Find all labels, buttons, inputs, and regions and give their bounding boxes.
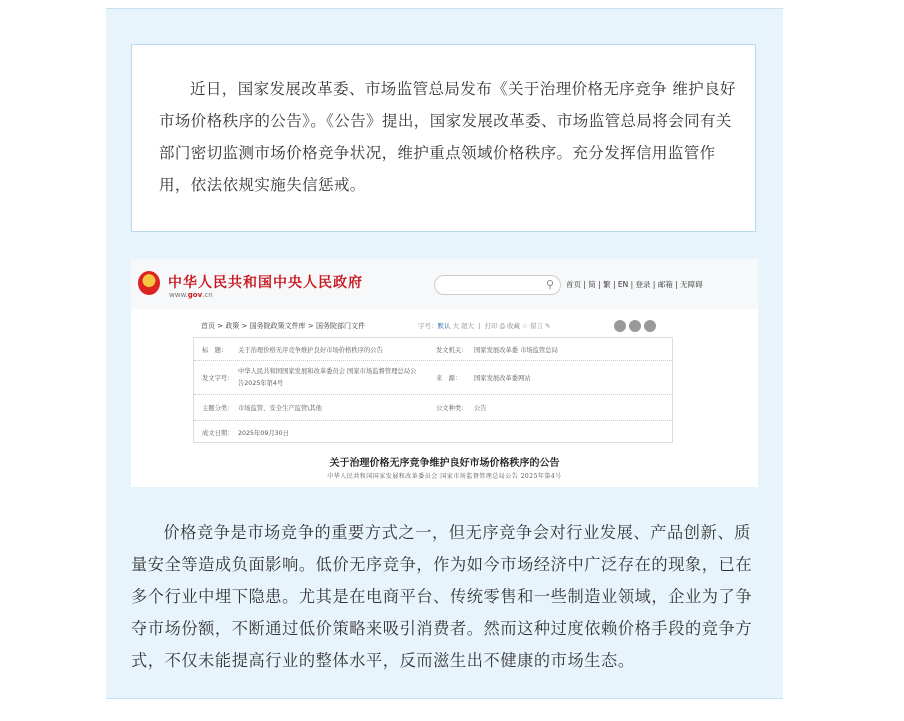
- gov-site-url: www.gov.cn: [169, 291, 213, 299]
- info-row: 标 题： 关于治理价格无序竞争维护良好市场价格秩序的公告 发文机关： 国家发展改革委 市场监管总局: [194, 338, 672, 361]
- body-paragraph: 价格竞争是市场竞争的重要方式之一，但无序竞争会对行业发展、产品创新、质量安全等造成负面影响。低价无序竞争，作为如今市场经济中广泛存在的现象，已在多个行业中埋下隐患。尤其是在电商平台、传统零售和一些制造业领域，企业为了争夺市场份额，不断通过低价策略来吸引消费者。然而这种过度依赖价格手段的竞争方式，不仅未能提高行业的整体水平，反而滋生出不健康的市场生态。: [131, 523, 753, 670]
- gov-page-screenshot: [131, 259, 758, 487]
- national-emblem-icon: [138, 271, 160, 295]
- share-icons: [614, 317, 659, 336]
- page-tools: 字号：默认 大 超大 | 打印 ⎙ 收藏 ☆ 留言 ✎: [418, 322, 551, 330]
- search-icon: ⚲: [545, 278, 554, 291]
- doc-title: 关于治理价格无序竞争维护良好市场价格秩序的公告: [329, 458, 560, 469]
- lead-quote-box: [131, 44, 756, 232]
- gov-top-nav: 首页 | 简 | 繁 | EN | 登录 | 邮箱 | 无障碍: [566, 280, 703, 289]
- breadcrumb: 首页 > 政策 > 国务院政策文件库 > 国务院部门文件: [201, 322, 365, 330]
- info-row: 发文字号： 中华人民共和国国家发展和改革委员会 国家市场监督管理总局公 告2025年第4号 来 源： 国家发展改革委网站: [194, 360, 672, 395]
- gov-site-header: [131, 259, 758, 309]
- info-row: 主题分类： 市场监管、安全生产监管\其他 公文种类： 公告: [194, 394, 672, 421]
- gov-site-title: 中华人民共和国中央人民政府: [168, 275, 363, 291]
- info-row: 成文日期： 2025年09月30日: [202, 430, 289, 437]
- qzone-share-icon: [644, 320, 656, 332]
- lead-paragraph: 近日，国家发展改革委、市场监管总局发布《关于治理价格无序竞争 维护良好市场价格秩序的公告》。《公告》提出，国家发展改革委、市场监管总局将会同有关部门密切监测市场价格竞争状况，维护重点领域价格秩序。充分发挥信用监管作用，依法依规实施失信惩戒。: [159, 80, 736, 194]
- wechat-share-icon: [629, 320, 641, 332]
- gov-search-input: [434, 275, 561, 295]
- doc-info-table: [193, 337, 673, 443]
- article-panel: [106, 8, 783, 699]
- weibo-share-icon: [614, 320, 626, 332]
- doc-subtitle: 中华人民共和国国家发展和改革委员会 国家市场监督管理总局公告 2025年第4号: [327, 473, 562, 480]
